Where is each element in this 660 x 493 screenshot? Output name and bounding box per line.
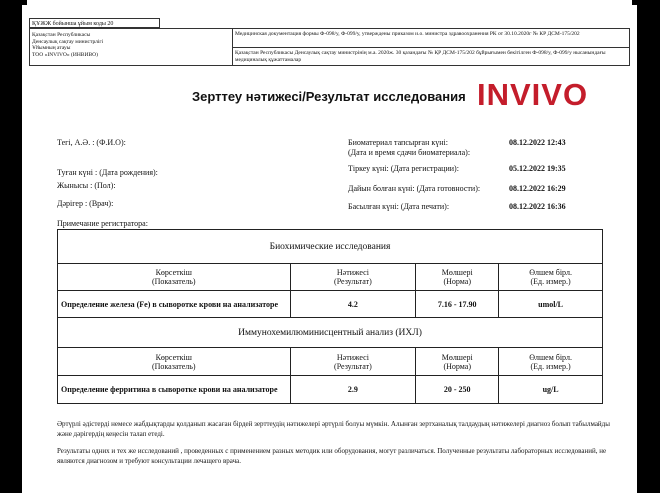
footer-note-kz: Әртүрлі әдістерді немесе жабдықтарды қолданып жасаған бірдей зерттеудің нәтижелері әртүрлі болуы мүмкін. Алынған зертханалық талдаудың нәтижелері диагноз болып табылмайды және дәрігердің кеңесін талап етеді. — [57, 420, 610, 438]
norm-cell: 20 - 250 — [416, 376, 499, 404]
doc-form-kz: Қазақстан Республикасы Денсаулық сақтау министрінің м.а. 2020ж. 30 қазандағы № ҚР ДСМ-175/202 бұйрығымен бекітілген Ф-098/у, Ф-099/у нысанындағы медициналық құжаттамалар — [235, 50, 606, 63]
col-result: Нәтижесі (Результат) — [290, 264, 416, 291]
page-title: Зерттеу нәтижесі/Результат исследования — [192, 89, 466, 104]
biomat-label-ru: (Дата и время сдачи биоматериала): — [348, 148, 471, 157]
dob-label: Туған күні : (Дата рождения): — [57, 168, 158, 177]
col-unit: Өлшем бірл. (Ед. измер.) — [499, 348, 603, 376]
norm-cell: 7.16 - 17.90 — [416, 291, 499, 318]
unit-cell: umol/L — [499, 291, 603, 318]
corner-mark — [632, 0, 637, 5]
org-code: ҚҰЖЖ бойынша ұйым коды 20 — [29, 18, 160, 28]
print-date: 08.12.2022 16:36 — [509, 202, 566, 211]
invivo-logo: INVIVO — [477, 77, 589, 112]
result-cell: 2.9 — [290, 376, 416, 404]
column-header-row — [58, 348, 603, 376]
reg-label: Тіркеу күні: (Дата регистрации): — [348, 164, 459, 173]
indicator-cell: Определение ферритина в сыворотке крови на анализаторе — [58, 376, 291, 404]
section-header: Биохимические исследования — [58, 230, 603, 264]
col-result: Нәтижесі (Результат) — [290, 348, 416, 376]
header-grid — [29, 28, 630, 66]
ready-label: Дайын болған күні: (Дата готовности): — [348, 184, 481, 193]
col-indicator: Көрсеткіш (Показатель) — [58, 348, 291, 376]
reg-date: 05.12.2022 19:35 — [509, 164, 566, 173]
col-unit: Өлшем бірл. (Ед. измер.) — [499, 264, 603, 291]
sex-label: Жынысы : (Пол): — [57, 181, 116, 190]
table-row — [58, 376, 603, 404]
table-row — [58, 291, 603, 318]
document-page — [22, 0, 637, 493]
ready-date: 08.12.2022 16:29 — [509, 184, 566, 193]
registrar-note: Примечание регистратора: — [57, 219, 148, 228]
result-cell: 4.2 — [290, 291, 416, 318]
results-table — [57, 229, 603, 404]
section-header: Иммунохемилюминисцентный анализ (ИХЛ) — [58, 318, 603, 348]
org-info: Қазақстан Республикасы Денсаулық сақтау министрлігі Ұйымның атауы ТОО «INVIVO» (ИНВИВО) — [30, 29, 233, 65]
biomat-label: Биоматериал тапсырған күні: — [348, 138, 448, 147]
col-norm: Мөлшері (Норма) — [416, 348, 499, 376]
doc-form-info — [233, 29, 629, 65]
footer-note-ru: Результаты одних и тех же исследований , проведенных с применением разных методик или оборудования, могут различаться. Полученные результаты лабораторных исследований, не являются диагнозом и требуют консультации лечащего врача. — [57, 447, 607, 465]
column-header-row — [58, 264, 603, 291]
indicator-cell: Определение железа (Fe) в сыворотке крови на анализаторе — [58, 291, 291, 318]
print-label: Басылған күні: (Дата печати): — [348, 202, 450, 211]
unit-cell: ug/L — [499, 376, 603, 404]
biomat-date: 08.12.2022 12:43 — [509, 138, 566, 147]
col-norm: Мөлшері (Норма) — [416, 264, 499, 291]
doc-form-ru: Медицинская документация формы Ф-098/у, Ф-099/у, утверждены приказом и.о. министра здравоохранения РК от 30.10.2020г № КР ДСМ-175/202 — [233, 29, 629, 48]
patient-name-label: Тегі, А.Ә. : (Ф.И.О): — [57, 138, 126, 147]
corner-mark — [22, 0, 27, 5]
col-indicator: Көрсеткіш (Показатель) — [58, 264, 291, 291]
doctor-label: Дәрігер : (Врач): — [57, 199, 114, 208]
